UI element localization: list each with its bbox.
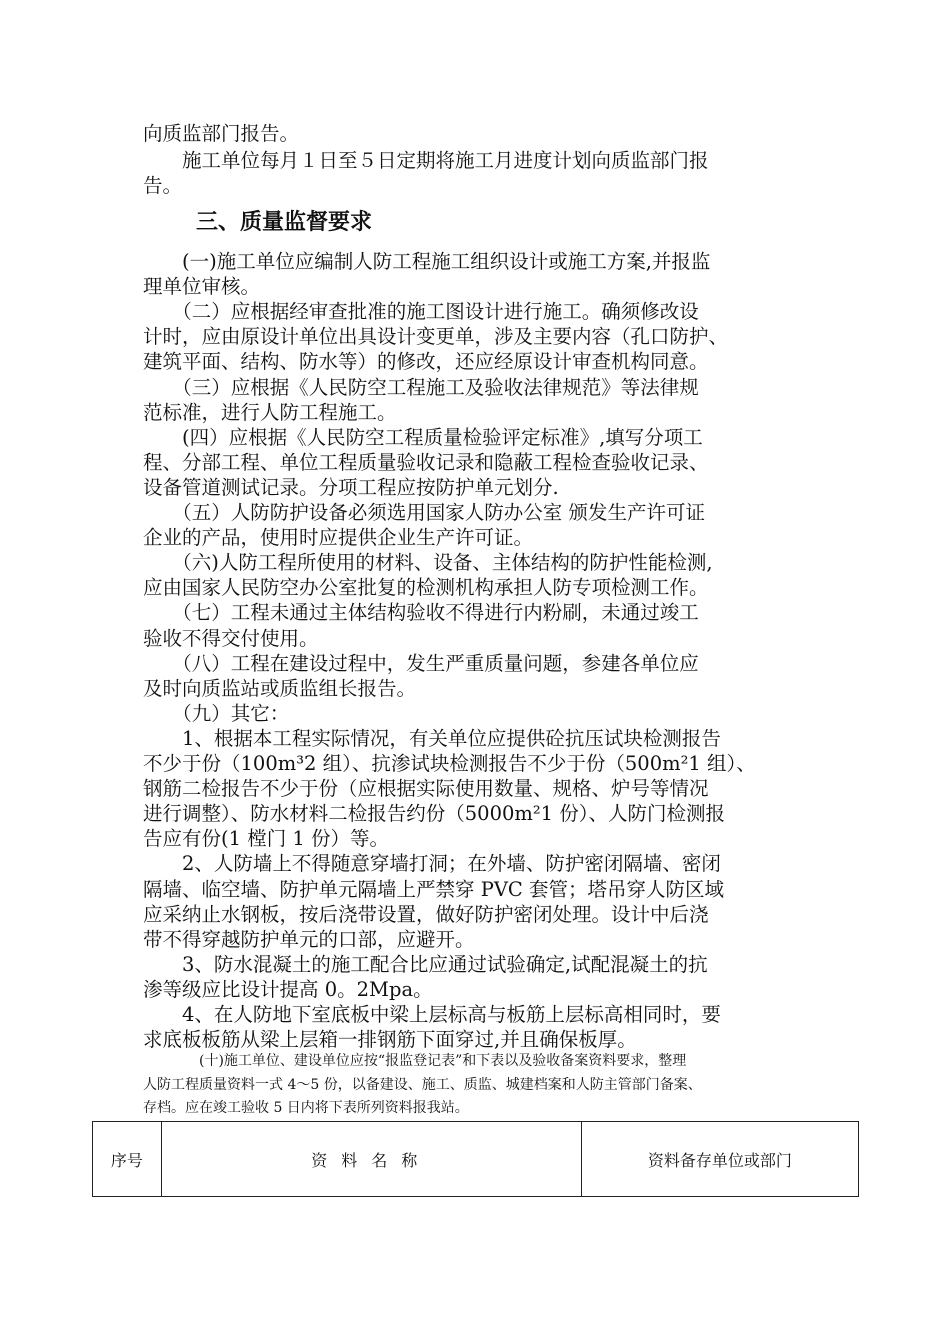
- body-line: (一)施工单位应编制人防工程施工组织设计或施工方案,并报监: [143, 250, 711, 273]
- body-line: 渗等级应比设计提高 0。2Mpa。: [143, 977, 433, 1001]
- small-note-line: 存档。应在竣工验收 5 日内将下表所列资料报我站。: [143, 1100, 469, 1116]
- body-line: 企业的产品，使用时应提供企业生产许可证。: [143, 526, 534, 550]
- body-line: 及时向质监站或质监组长报告。: [143, 676, 417, 700]
- body-line: （二）应根据经审查批准的施工图设计进行施工。确须修改设: [143, 300, 699, 324]
- body-line: 设备管道测试记录。分项工程应按防护单元划分.: [143, 475, 559, 499]
- small-note-line: 人防工程质量资料一式 4～5 份，以备建设、施工、质监、城建档案和人防主管部门备案、: [143, 1076, 702, 1093]
- body-line: 隔墙、临空墙、防护单元隔墙上严禁穿 PVC 套管；塔吊穿人防区域: [143, 877, 725, 901]
- body-line: 程、分部工程、单位工程质量验收记录和隐蔽工程检查验收记录、: [143, 450, 709, 474]
- body-line: 1、根据本工程实际情况，有关单位应提供砼抗压试块检测报告: [143, 726, 721, 750]
- body-line: （三）应根据《人民防空工程施工及验收法律规范》等法律规: [143, 375, 699, 399]
- body-line: 带不得穿越防护单元的口部，应避开。: [143, 927, 475, 951]
- body-line: 计时，应由原设计单位出具设计变更单，涉及主要内容（孔口防护、: [143, 325, 729, 349]
- text-line: 施工单位每月１日至５日定期将施工月进度计划向质监部门报: [143, 149, 709, 172]
- body-line: 3、防水混凝土的施工配合比应通过试验确定,试配混凝土的抗: [143, 952, 708, 976]
- body-line: 建筑平面、结构、防水等）的修改，还应经原设计审查机构同意。: [143, 350, 709, 374]
- body-line: 钢筋二检报告不少于份（应根据实际使用数量、规格、炉号等情况: [143, 777, 709, 801]
- body-line: 求底板板筋从梁上层箱一排钢筋下面穿过,并且确保板厚。: [143, 1028, 637, 1052]
- table-header-row: [93, 1122, 859, 1197]
- body-line: 2、人防墙上不得随意穿墙打洞；在外墙、防护密闭隔墙、密闭: [143, 852, 721, 876]
- body-line: 告应有份(1 樘门 1 份）等。: [143, 827, 390, 851]
- section-heading: 三、质量监督要求: [196, 210, 373, 235]
- body-line: （七）工程未通过主体结构验收不得进行内粉刷，未通过竣工: [143, 601, 699, 625]
- body-line: 进行调整）、防水材料二检报告约份（5000m²1 份）、人防门检测报: [143, 802, 726, 826]
- body-line: （八）工程在建设过程中，发生严重质量问题，参建各单位应: [143, 651, 699, 675]
- table-header-name: 资料名称: [161, 1122, 581, 1197]
- body-line: 应由国家人民防空办公室批复的检测机构承担人防专项检测工作。: [143, 576, 709, 600]
- document-table: [92, 1121, 859, 1197]
- table-header-dept: 资料备存单位或部门: [581, 1122, 858, 1197]
- small-note-line: (十)施工单位、建设单位应按“报监登记表”和下表以及验收备案资料要求，整理: [143, 1053, 687, 1069]
- body-line: （六)人防工程所使用的材料、设备、主体结构的防护性能检测,: [143, 551, 713, 575]
- text-line: 向质监部门报告。: [143, 122, 300, 145]
- body-line: 应采纳止水钢板，按后浇带设置，做好防护密闭处理。设计中后浇: [143, 902, 709, 926]
- body-line: 不少于份（100m³2 组）、抗渗试块检测报告不少于份（500m²1 组）、: [143, 752, 756, 775]
- body-line: （九）其它：: [143, 701, 290, 725]
- table-header-no: 序号: [93, 1122, 162, 1197]
- body-line: 范标准，进行人防工程施工。: [143, 400, 397, 424]
- text-line: 告。: [143, 174, 183, 197]
- body-line: (四）应根据《人民防空工程质量检验评定标准》,填写分项工: [143, 425, 703, 449]
- body-line: 验收不得交付使用。: [143, 626, 319, 650]
- body-line: 理单位审核。: [143, 275, 261, 299]
- body-line: （五）人防防护设备必须选用国家人防办公室 颁发生产许可证: [143, 501, 705, 524]
- body-line: 4、在人防地下室底板中梁上层标高与板筋上层标高相同时，要: [143, 1003, 721, 1026]
